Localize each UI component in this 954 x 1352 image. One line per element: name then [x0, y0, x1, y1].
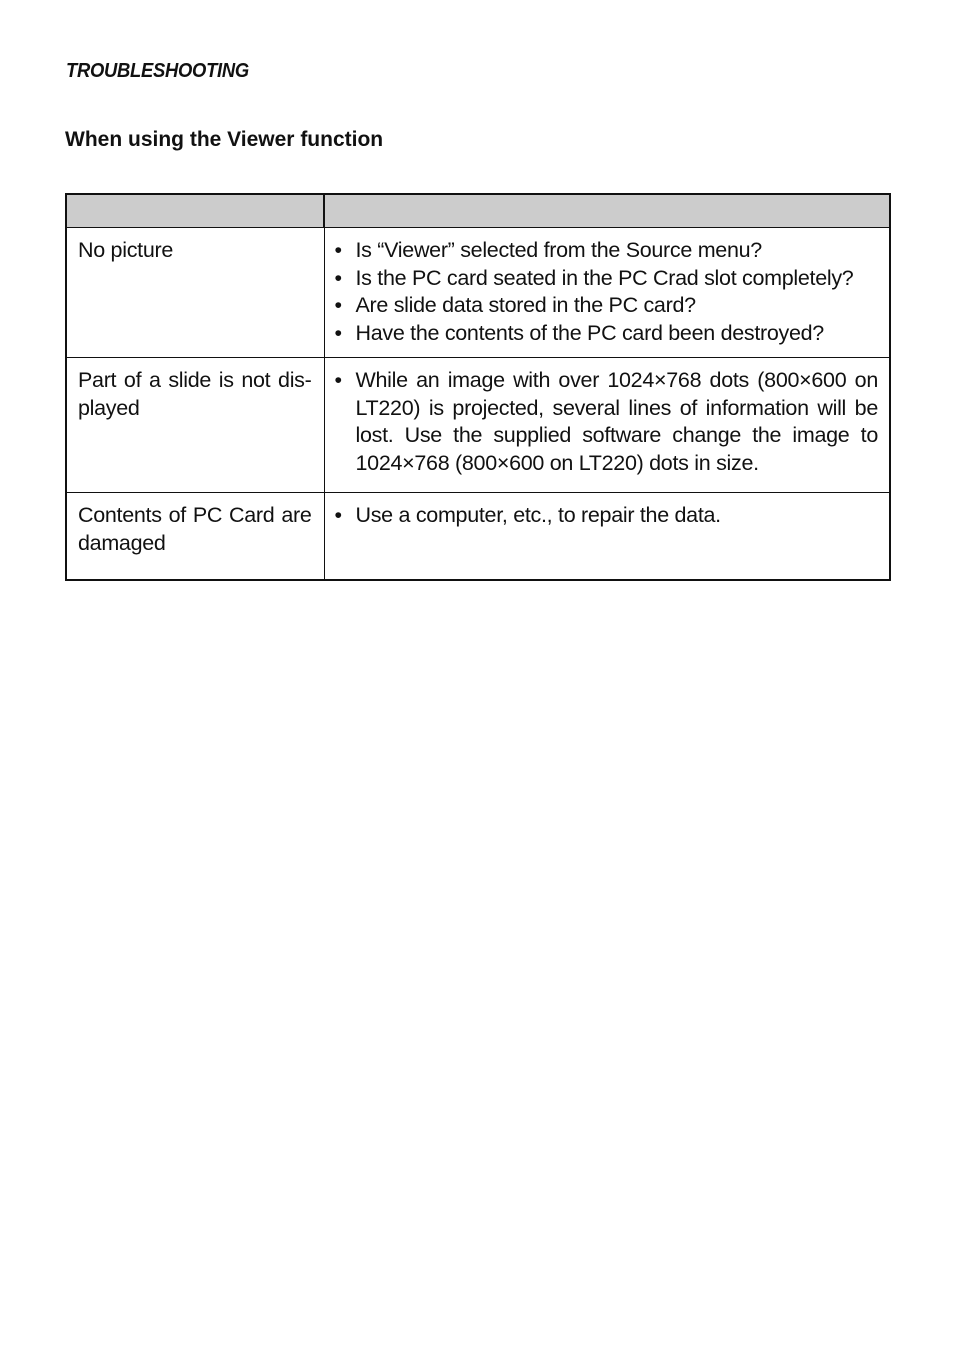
- table-header-row: [66, 194, 890, 228]
- remedy-cell: [324, 228, 890, 358]
- bullet-icon: •: [334, 293, 342, 317]
- list-item: [335, 502, 879, 530]
- remedy-list: [325, 228, 890, 347]
- bullet-icon: •: [334, 503, 342, 527]
- header-cell-remedy: [324, 194, 890, 228]
- list-item: [335, 265, 879, 293]
- table-row: [66, 493, 890, 581]
- remedy-text: Is “Viewer” selected from the Source menu?: [355, 238, 762, 262]
- bullet-icon: •: [334, 368, 342, 392]
- remedy-list: [325, 493, 890, 530]
- remedy-text: Are slide data stored in the PC card?: [355, 293, 696, 317]
- problem-cell: [66, 493, 324, 581]
- list-item: [335, 237, 879, 265]
- list-item: [335, 367, 879, 477]
- problem-cell: [66, 358, 324, 493]
- section-label: TROUBLESHOOTING: [66, 60, 249, 82]
- bullet-icon: •: [334, 320, 342, 345]
- bullet-icon: •: [334, 238, 342, 262]
- problem-cell: [66, 228, 324, 358]
- remedy-cell: [324, 358, 890, 493]
- bullet-icon: •: [334, 265, 342, 290]
- problem-text: No picture: [78, 238, 173, 262]
- remedy-text: Is the PC card seated in the PC Crad slot completely?: [355, 265, 854, 290]
- table-row: [66, 228, 890, 358]
- remedy-text: Have the contents of the PC card been destroyed?: [355, 320, 824, 345]
- header-cell-problem: [66, 194, 324, 228]
- troubleshooting-table: [65, 193, 891, 581]
- remedy-text: Use a computer, etc., to repair the data.: [355, 503, 721, 527]
- list-item: [335, 320, 879, 348]
- problem-text: Part of a slide is not dis-played: [78, 368, 312, 420]
- remedy-text: While an image with over 1024×768 dots (800×600 on LT220) is projected, several lines of information will be lost. Use the supplied software change the image to 1024×768 (800×600 on LT220) dots in size.: [355, 368, 878, 475]
- page-title: When using the Viewer function: [65, 128, 384, 151]
- remedy-cell: [324, 493, 890, 581]
- problem-text: Contents of PC Card are damaged: [78, 503, 312, 555]
- list-item: [335, 292, 879, 320]
- table-row: [66, 358, 890, 493]
- remedy-list: [325, 358, 890, 477]
